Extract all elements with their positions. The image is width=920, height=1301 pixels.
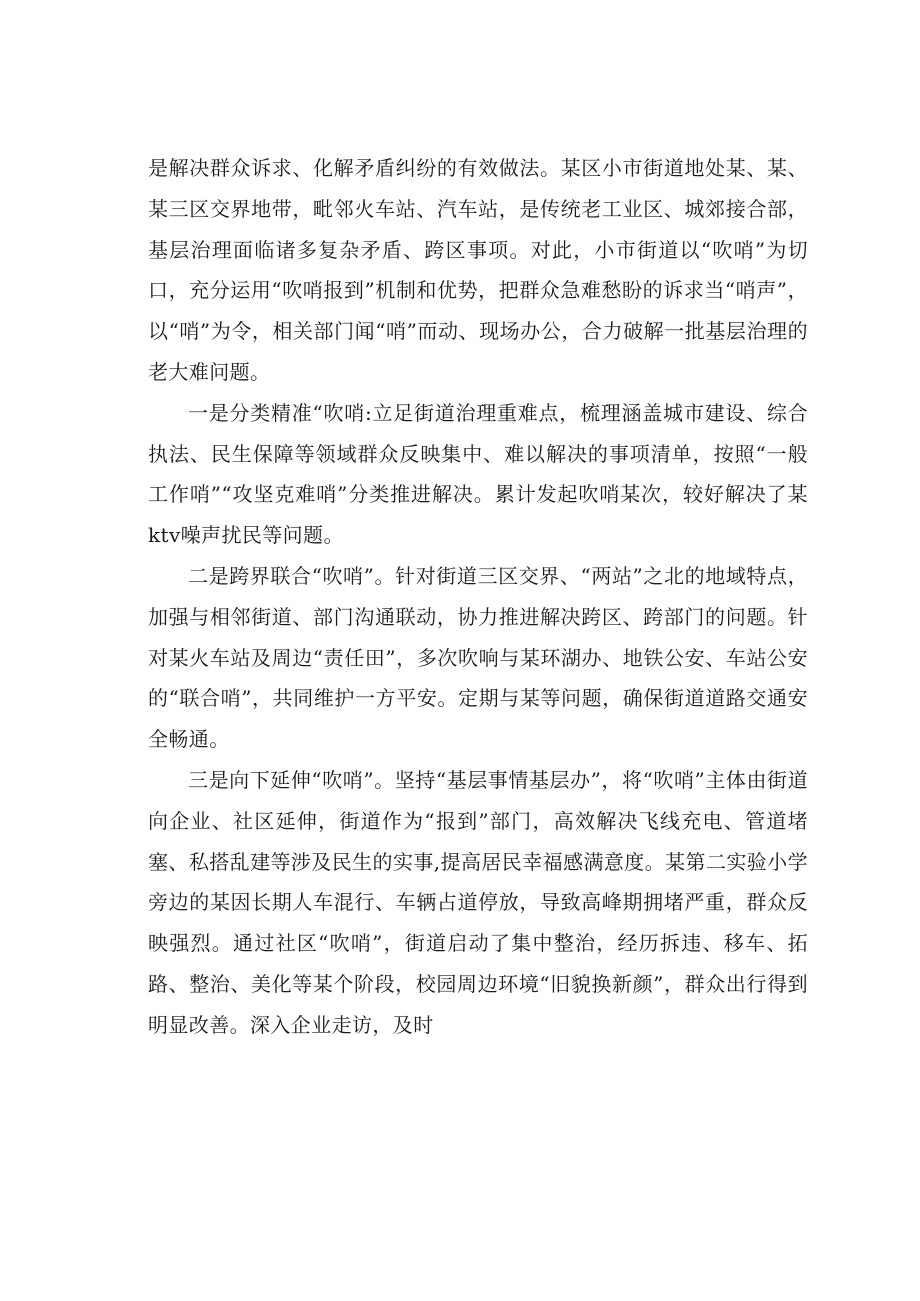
paragraph-classification-whistle: 一是分类精准“吹哨:立足街道治理重难点，梳理涵盖城市建设、综合执法、民生保障等领域群众反映集中、难以解决的事项清单，按照“一般工作哨”“攻坚克难哨”分类推进解决。累计发起吹哨某次，较好解决了某ktv噪声扰民等问题。 [148, 400, 808, 548]
paragraph-continuation: 是解决群众诉求、化解矛盾纠纷的有效做法。某区小市街道地处某、某、某三区交界地带，毗邻火车站、汽车站，是传统老工业区、城郊接合部，基层治理面临诸多复杂矛盾、跨区事项。对此，小市街道以“吹哨”为切口，充分运用“吹哨报到”机制和优势，把群众急难愁盼的诉求当“哨声”，以“哨”为令，相关部门闻“哨”而动、现场办公，合力破解一批基层治理的老大难问题。 [148, 156, 808, 384]
document-body [148, 148, 808, 1046]
paragraph-cross-border-whistle: 二是跨界联合“吹哨”。针对街道三区交界、“两站”之北的地域特点，加强与相邻街道、部门沟通联动，协力推进解决跨区、跨部门的问题。针对某火车站及周边“责任田”，多次吹响与某环湖办、地铁公安、车站公安的“联合哨”，共同维护一方平安。定期与某等问题，确保街道道路交通安全畅通。 [148, 563, 808, 752]
paragraph-downward-whistle: 三是向下延伸“吹哨”。坚持“基层事情基层办”，将“吹哨”主体由街道向企业、社区延伸，街道作为“报到”部门，高效解决飞线充电、管道堵塞、私搭乱建等涉及民生的实事,提高居民幸福感满意度。某第二实验小学旁边的某因长期人车混行、车辆占道停放，导致高峰期拥堵严重，群众反映强烈。通过社区“吹哨”，街道启动了集中整治，经历拆违、移车、拓路、整治、美化等某个阶段，校园周边环境“旧貌换新颜”，群众出行得到明显改善。深入企业走访，及时 [148, 767, 808, 1037]
